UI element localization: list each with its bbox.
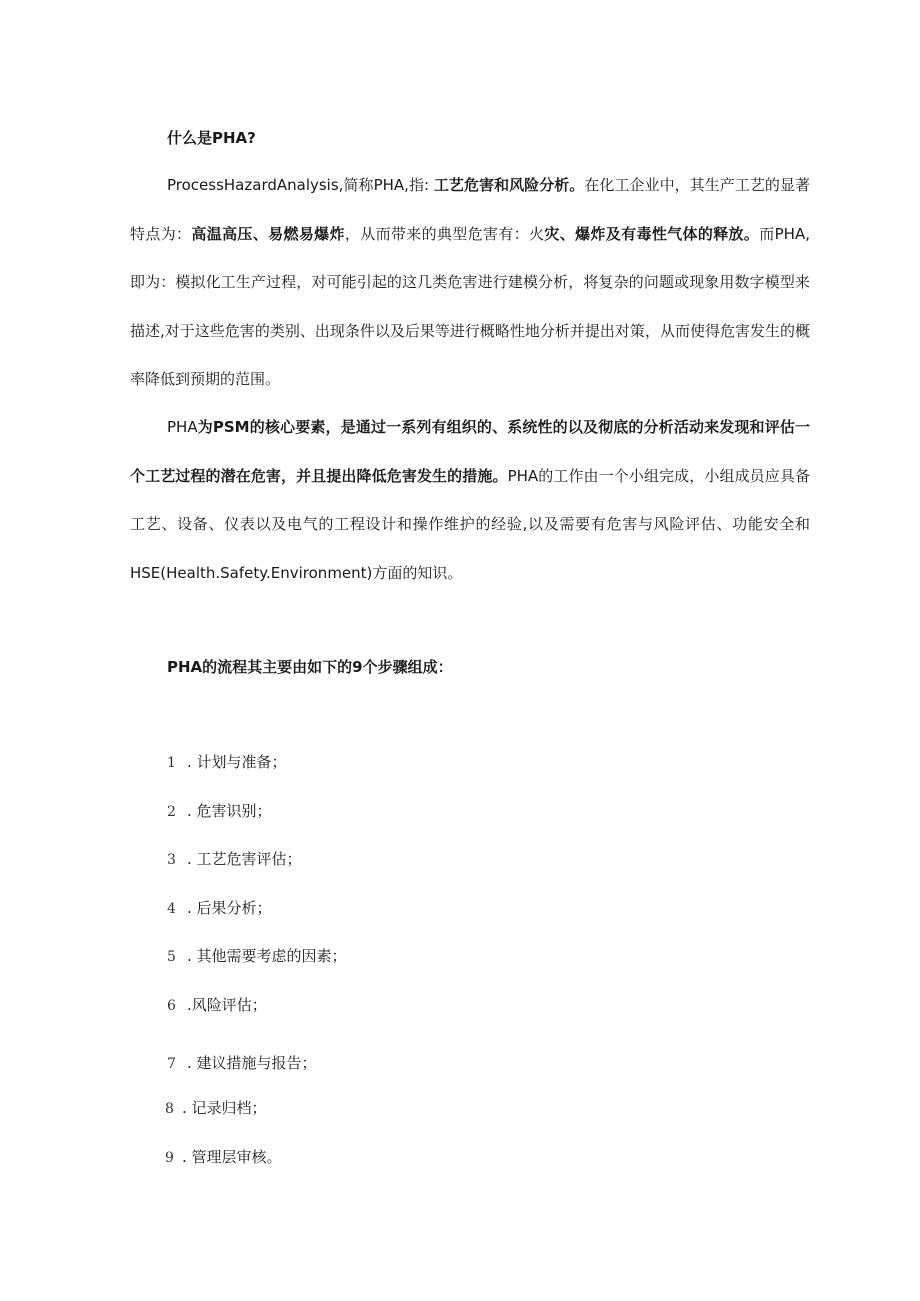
step-text: . 计划与准备； [187,753,287,771]
step-text: . 管理层审核。 [182,1148,282,1166]
psm-text-2: PHA的工作由一个小组完成，小组成员应具备工艺、设备、仪表以及电气的工程设计和操作维护的经验,以及需要有危害与风险评估、功能安全和HSE(Health.Safety.Environment)方面的知识。 [130,466,810,582]
intro-bold-2: 高温高压、易燃易爆炸 [191,224,345,243]
list-item [167,944,347,969]
step-number: 7 [167,1056,176,1072]
intro-text-3: ，从而带来的典型危害有：火 [344,224,545,243]
psm-text-1: PHA [167,418,198,436]
intro-text-1: ProcessHazardAnalysis,简称PHA,指: [167,176,434,194]
flow-title: PHA的流程其主要由如下的9个步骤组成： [167,658,453,676]
list-item [167,993,267,1018]
list-item [167,799,272,824]
list-item [167,896,272,921]
step-number: 9 [165,1150,174,1166]
step-number: 3 [167,852,176,868]
step-text: . 后果分析； [187,899,272,917]
intro-bold-1: 工艺危害和风险分析。 [433,176,585,194]
step-text: . 危害识别； [187,802,272,820]
step-number: 8 [165,1101,174,1117]
intro-paragraph [130,161,810,404]
list-item [165,1145,282,1170]
step-number: 6 [167,998,176,1014]
list-item [167,750,287,775]
step-number: 5 [167,949,176,965]
list-item [167,847,302,872]
psm-paragraph [130,403,810,597]
list-item [165,1096,267,1121]
step-number: 1 [167,755,176,771]
step-text: .风险评估； [187,996,267,1014]
step-text: . 其他需要考虑的因素； [187,947,347,965]
intro-bold-3: 灾、爆炸及有毒性气体的释放。 [544,224,760,243]
list-item [167,1051,317,1076]
step-text: . 建议措施与报告； [187,1054,317,1072]
step-text: . 记录归档； [182,1099,267,1117]
step-text: . 工艺危害评估； [187,850,302,868]
section-heading: 什么是PHA? [167,129,256,147]
intro-text-4: 而PHA,即为：模拟化工生产过程，对可能引起的这几类危害进行建模分析，将复杂的问题或现象用数字模型来描述,对于这些危害的类别、出现条件以及后果等进行概略性地分析并提出对策，从而使得危害发生的概率降低到预期的范围。 [130,224,810,388]
step-number: 2 [167,804,176,820]
intro-text-2: 在化工企业中，其生产工艺的显著特点为： [130,176,810,243]
psm-bold-1: 为PSM的核心要素，是通过一系列有组织的、系统性的以及彻底的分析活动来发现和评估一个工艺过程的潜在危害，并且提出降低危害发生的措施。 [130,418,810,485]
step-number: 4 [167,901,176,917]
